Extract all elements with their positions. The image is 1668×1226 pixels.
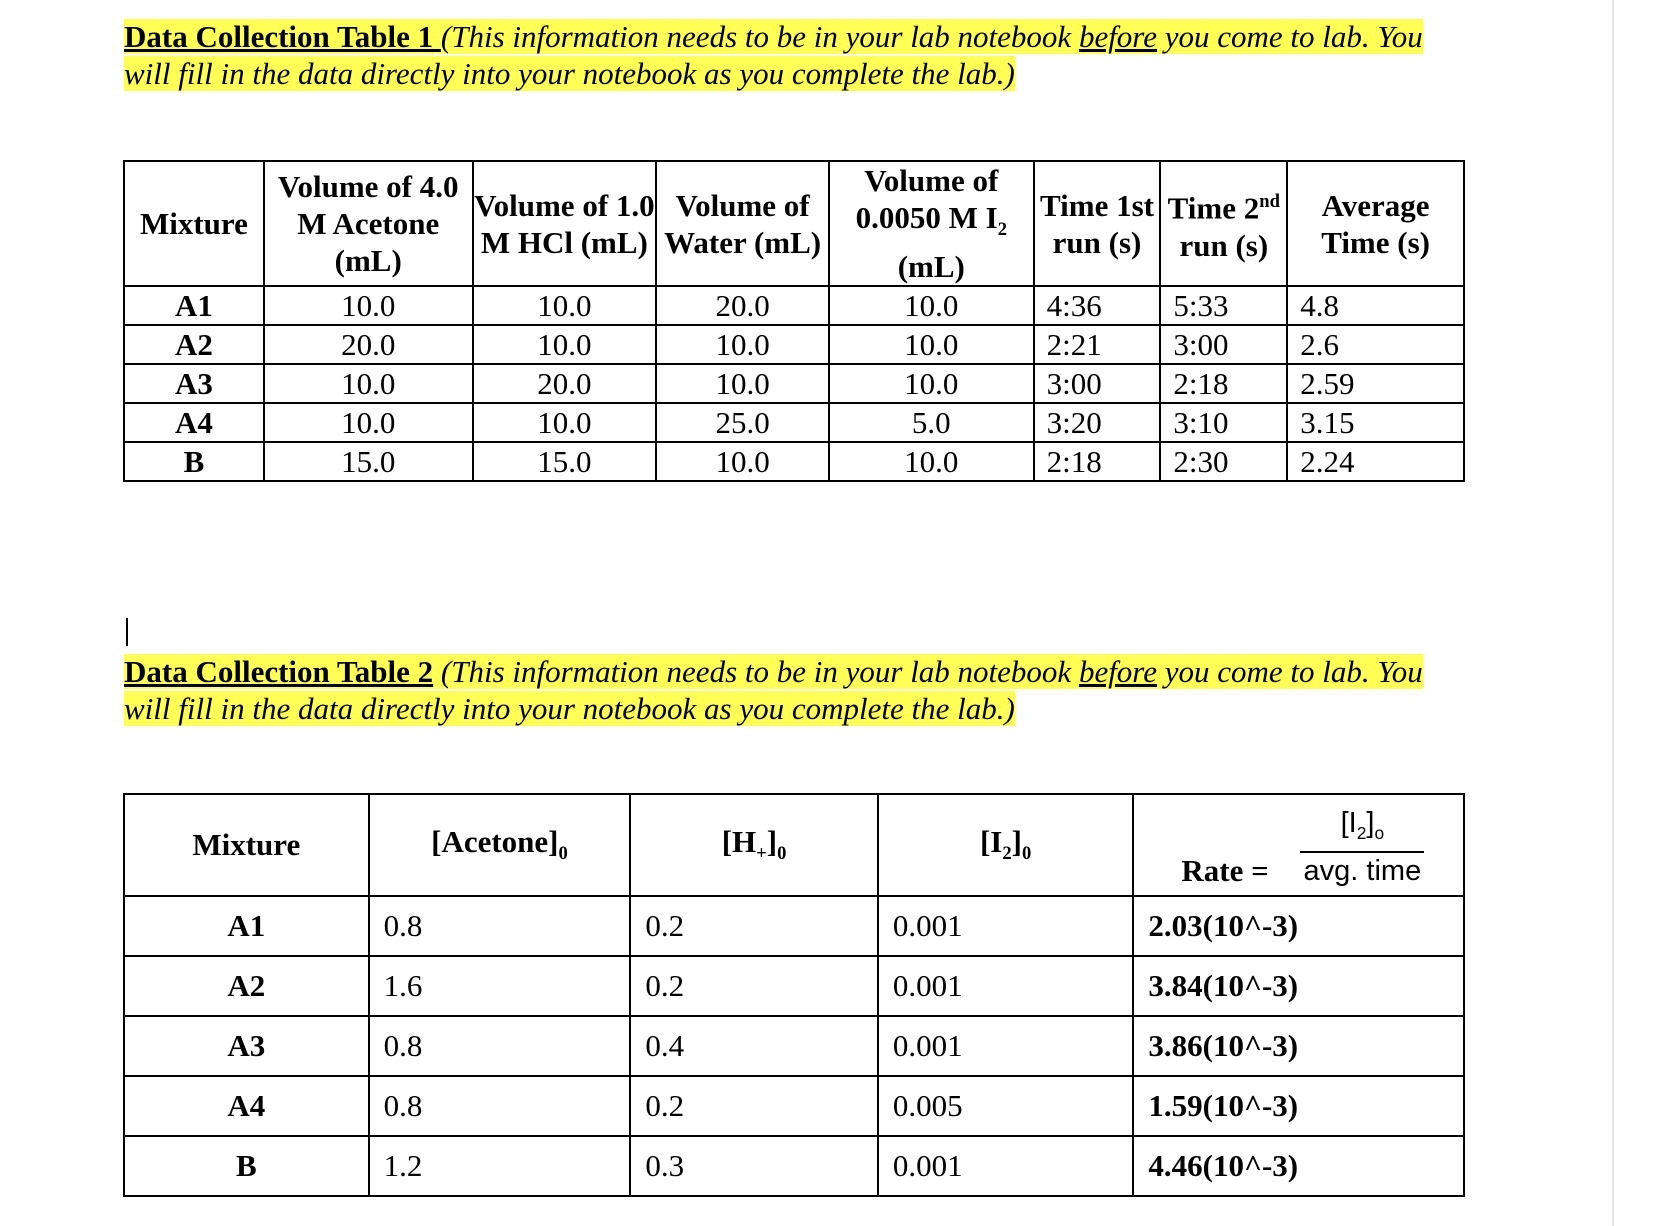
t1-cell-mixture: A1 bbox=[124, 286, 264, 325]
data-table-1 bbox=[123, 160, 1465, 482]
rate-formula bbox=[1300, 805, 1424, 889]
t2-cell-h-plus: 0.4 bbox=[630, 1016, 878, 1076]
t1-header-water: Volume of Water (mL) bbox=[656, 161, 829, 286]
t2-cell-acetone: 0.8 bbox=[369, 1076, 631, 1136]
t1-cell-acetone: 10.0 bbox=[264, 403, 473, 442]
t1-cell-water: 10.0 bbox=[656, 325, 829, 364]
section2-note-before: before bbox=[1078, 654, 1157, 689]
t1-cell-water: 25.0 bbox=[656, 403, 829, 442]
rate-numerator: $[I_2]_o$ bbox=[1300, 805, 1424, 853]
t2-cell-h-plus: 0.2 bbox=[630, 896, 878, 956]
t1-header-mixture: Mixture bbox=[124, 161, 264, 286]
page-edge-divider bbox=[1612, 0, 1614, 1226]
table-row bbox=[124, 286, 1464, 325]
t1-cell-acetone: 10.0 bbox=[264, 286, 473, 325]
t1-header-acetone: Volume of 4.0 M Acetone (mL) bbox=[264, 161, 473, 286]
table-row bbox=[124, 364, 1464, 403]
t1-header-avg: Average Time (s) bbox=[1287, 161, 1464, 286]
t2-cell-rate: 2.03(10^-3) bbox=[1133, 896, 1464, 956]
t1-header-time2: Time 2nd run (s) bbox=[1160, 161, 1287, 286]
section1-note-start: (This information needs to be in your lab notebook bbox=[440, 19, 1079, 54]
t1-cell-iodine: 10.0 bbox=[829, 325, 1034, 364]
t1-cell-water: 10.0 bbox=[656, 364, 829, 403]
section2-title: Data Collection Table 2 bbox=[124, 654, 434, 689]
section2-note-start: (This information needs to be in your lab notebook bbox=[433, 654, 1079, 689]
t1-header-hcl: Volume of 1.0 M HCl (mL) bbox=[473, 161, 657, 286]
t1-cell-hcl: 10.0 bbox=[473, 286, 657, 325]
section2-note-end: you come to lab. You will fill in the data directly into your notebook as you complete the lab.) bbox=[124, 654, 1423, 726]
t1-cell-mixture: B bbox=[124, 442, 264, 481]
table-row bbox=[124, 325, 1464, 364]
table1-header-row bbox=[124, 161, 1464, 286]
table-row bbox=[124, 1076, 1464, 1136]
table-row bbox=[124, 896, 1464, 956]
t1-cell-time2: 3:00 bbox=[1160, 325, 1287, 364]
t1-cell-water: 20.0 bbox=[656, 286, 829, 325]
t1-header-time1: Time 1st run (s) bbox=[1034, 161, 1161, 286]
t2-header-h-plus: $[H_+]_0$ bbox=[630, 794, 878, 896]
t1-cell-iodine: 10.0 bbox=[829, 286, 1034, 325]
rate-denominator: avg. time bbox=[1303, 854, 1422, 887]
t1-cell-time2: 5:33 bbox=[1160, 286, 1287, 325]
t1-cell-time1: 4:36 bbox=[1034, 286, 1161, 325]
t2-header-rate bbox=[1133, 794, 1464, 896]
t2-header-iodine: $[I_2]_0$ bbox=[878, 794, 1134, 896]
t2-cell-mixture: B bbox=[124, 1136, 369, 1196]
t2-cell-acetone: 0.8 bbox=[369, 896, 631, 956]
t2-cell-h-plus: 0.3 bbox=[630, 1136, 878, 1196]
text-cursor bbox=[126, 618, 128, 646]
t2-cell-h-plus: 0.2 bbox=[630, 1076, 878, 1136]
t1-cell-avg: 3.15 bbox=[1287, 403, 1464, 442]
t1-cell-hcl: 10.0 bbox=[473, 403, 657, 442]
t1-cell-water: 10.0 bbox=[656, 442, 829, 481]
t1-cell-mixture: A4 bbox=[124, 403, 264, 442]
section1-title: Data Collection Table 1 bbox=[124, 19, 441, 54]
t1-cell-hcl: 20.0 bbox=[473, 364, 657, 403]
t2-cell-mixture: A4 bbox=[124, 1076, 369, 1136]
t2-cell-acetone: 0.8 bbox=[369, 1016, 631, 1076]
t1-cell-mixture: A2 bbox=[124, 325, 264, 364]
t1-cell-time1: 2:21 bbox=[1034, 325, 1161, 364]
t1-cell-acetone: 20.0 bbox=[264, 325, 473, 364]
table-row bbox=[124, 403, 1464, 442]
t2-cell-acetone: 1.6 bbox=[369, 956, 631, 1016]
t2-cell-iodine: 0.005 bbox=[878, 1076, 1134, 1136]
t1-cell-time2: 3:10 bbox=[1160, 403, 1287, 442]
t1-cell-time2: 2:18 bbox=[1160, 364, 1287, 403]
t2-cell-iodine: 0.001 bbox=[878, 896, 1134, 956]
t1-cell-acetone: 10.0 bbox=[264, 364, 473, 403]
t2-cell-iodine: 0.001 bbox=[878, 956, 1134, 1016]
t1-cell-time1: 3:00 bbox=[1034, 364, 1161, 403]
table2-header-row bbox=[124, 794, 1464, 896]
table-row bbox=[124, 1136, 1464, 1196]
t2-cell-iodine: 0.001 bbox=[878, 1136, 1134, 1196]
t1-cell-time1: 2:18 bbox=[1034, 442, 1161, 481]
t2-header-mixture: Mixture bbox=[124, 794, 369, 896]
t2-cell-h-plus: 0.2 bbox=[630, 956, 878, 1016]
section1-heading bbox=[124, 18, 1474, 92]
t2-cell-acetone: 1.2 bbox=[369, 1136, 631, 1196]
t1-cell-avg: 4.8 bbox=[1287, 286, 1464, 325]
section1-note-before: before bbox=[1078, 19, 1157, 54]
t1-cell-avg: 2.6 bbox=[1287, 325, 1464, 364]
table-row bbox=[124, 956, 1464, 1016]
t2-cell-rate: 1.59(10^-3) bbox=[1133, 1076, 1464, 1136]
t1-cell-time2: 2:30 bbox=[1160, 442, 1287, 481]
t2-cell-mixture: A2 bbox=[124, 956, 369, 1016]
t1-cell-acetone: 15.0 bbox=[264, 442, 473, 481]
t1-cell-iodine: 10.0 bbox=[829, 364, 1034, 403]
t2-cell-mixture: A3 bbox=[124, 1016, 369, 1076]
t1-cell-iodine: 10.0 bbox=[829, 442, 1034, 481]
t2-cell-rate: 3.86(10^-3) bbox=[1133, 1016, 1464, 1076]
table-row bbox=[124, 442, 1464, 481]
t1-cell-mixture: A3 bbox=[124, 364, 264, 403]
rate-label: Rate = bbox=[1181, 853, 1269, 888]
t2-cell-mixture: A1 bbox=[124, 896, 369, 956]
t2-cell-iodine: 0.001 bbox=[878, 1016, 1134, 1076]
t2-cell-rate: 3.84(10^-3) bbox=[1133, 956, 1464, 1016]
section2-heading bbox=[124, 653, 1474, 727]
t1-header-iodine: Volume of 0.0050 M $I_2$ (mL) bbox=[829, 161, 1034, 286]
t1-cell-time1: 3:20 bbox=[1034, 403, 1161, 442]
t2-header-acetone: $[Acetone]_0$ bbox=[369, 794, 631, 896]
t1-cell-iodine: 5.0 bbox=[829, 403, 1034, 442]
t1-cell-avg: 2.24 bbox=[1287, 442, 1464, 481]
data-table-2 bbox=[123, 793, 1465, 1197]
t1-cell-avg: 2.59 bbox=[1287, 364, 1464, 403]
t2-cell-rate: 4.46(10^-3) bbox=[1133, 1136, 1464, 1196]
section1-note-end: you come to lab. You will fill in the data directly into your notebook as you complete the lab.) bbox=[124, 19, 1423, 91]
t1-cell-hcl: 10.0 bbox=[473, 325, 657, 364]
t1-cell-hcl: 15.0 bbox=[473, 442, 657, 481]
table-row bbox=[124, 1016, 1464, 1076]
